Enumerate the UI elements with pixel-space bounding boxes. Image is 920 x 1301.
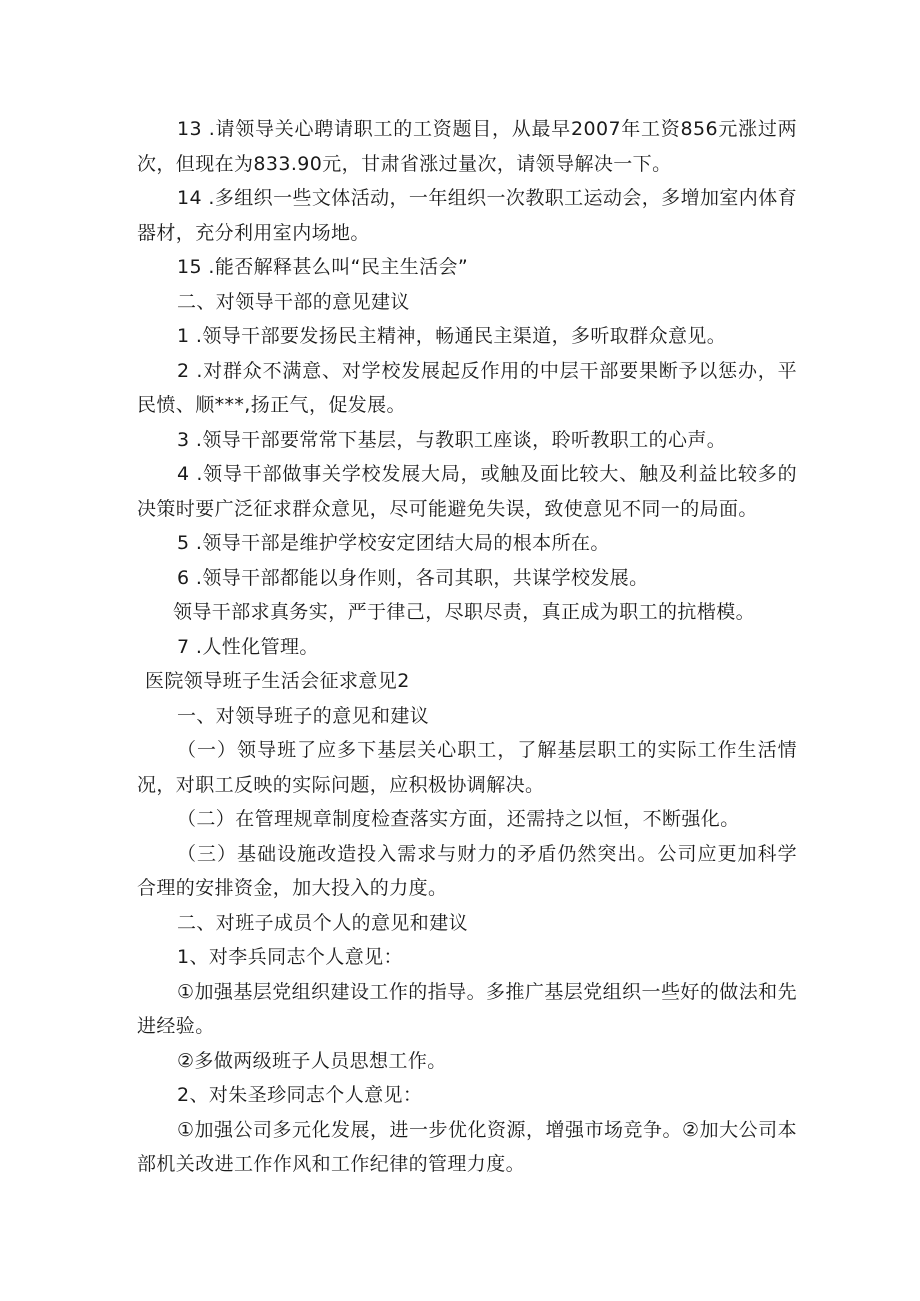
cadre-item-6-note: 领导干部求真务实，严于律己，尽职尽责，真正成为职工的抗楷模。	[173, 601, 756, 623]
member-zhu-shengzhen-items: ①加强公司多元化发展，进一步优化资源，增强市场竞争。②加大公司本部机关改进工作作风和工作纪律的管理力度。	[137, 1118, 797, 1175]
cadre-item-6: 6 .领导干部都能以身作则，各司其职，共谋学校发展。	[177, 566, 649, 589]
cadre-item-4: 4 .领导干部做事关学校发展大局，或触及面比较大、触及利益比较多的决策时要广泛征求群众意见，尽可能避免失误，致使意见不同一的局面。	[137, 463, 797, 520]
team-item-2: （二）在管理规章制度检查落实方面，还需持之以恒，不断强化。	[177, 808, 740, 830]
section-title-hospital: 医院领导班子生活会征求意见2	[145, 670, 410, 692]
cadre-item-1: 1 .领导干部要发扬民主精神，畅通民主渠道，多听取群众意见。	[177, 325, 727, 347]
cadre-item-7: 7 .人性化管理。	[177, 635, 319, 658]
document-body	[137, 112, 797, 1182]
team-item-3: （三）基础设施改造投入需求与财力的矛盾仍然突出。公司应更加科学合理的安排资金，加大投入的力度。	[137, 842, 797, 899]
cadre-item-3: 3 .领导干部要常常下基层，与教职工座谈，聆听教职工的心声。	[177, 428, 727, 451]
section-heading-members: 二、对班子成员个人的意见和建议	[177, 911, 469, 934]
member-heading-zhu-shengzhen: 2、对朱圣珍同志个人意见：	[177, 1084, 423, 1106]
cadre-item-5: 5 .领导干部是维护学校安定团结大局的根本所在。	[177, 532, 610, 554]
member-heading-li-bing: 1、对李兵同志个人意见：	[177, 946, 403, 968]
section-heading-leadership-team: 一、对领导班子的意见和建议	[177, 704, 430, 727]
cadre-item-2: 2 .对群众不满意、对学校发展起反作用的中层干部要果断予以惩办，平民愤、顺***,扬正气，促发展。	[137, 359, 797, 416]
section-heading-leader-cadres: 二、对领导干部的意见建议	[177, 290, 410, 313]
team-item-1: （一）领导班了应多下基层关心职工，了解基层职工的实际工作生活情况，对职工反映的实际问题，应积极协调解决。	[137, 739, 797, 796]
paragraph-item-14: 14 .多组织一些文体活动，一年组织一次教职工运动会，多增加室内体育器材，充分利用室内场地。	[137, 187, 797, 244]
member-li-bing-item-2: ②多做两级班子人员思想工作。	[177, 1049, 447, 1072]
paragraph-item-15: 15 .能否解释甚么叫“民主生活会”	[177, 256, 469, 278]
member-li-bing-item-1: ①加强基层党组织建设工作的指导。多推广基层党组织一些好的做法和先进经验。	[137, 980, 797, 1037]
paragraph-item-13: 13 .请领导关心聘请职工的工资题目，从最早2007年工资856元涨过两次，但现在为833.90元，甘肃省涨过量次，请领导解决一下。	[137, 118, 797, 175]
